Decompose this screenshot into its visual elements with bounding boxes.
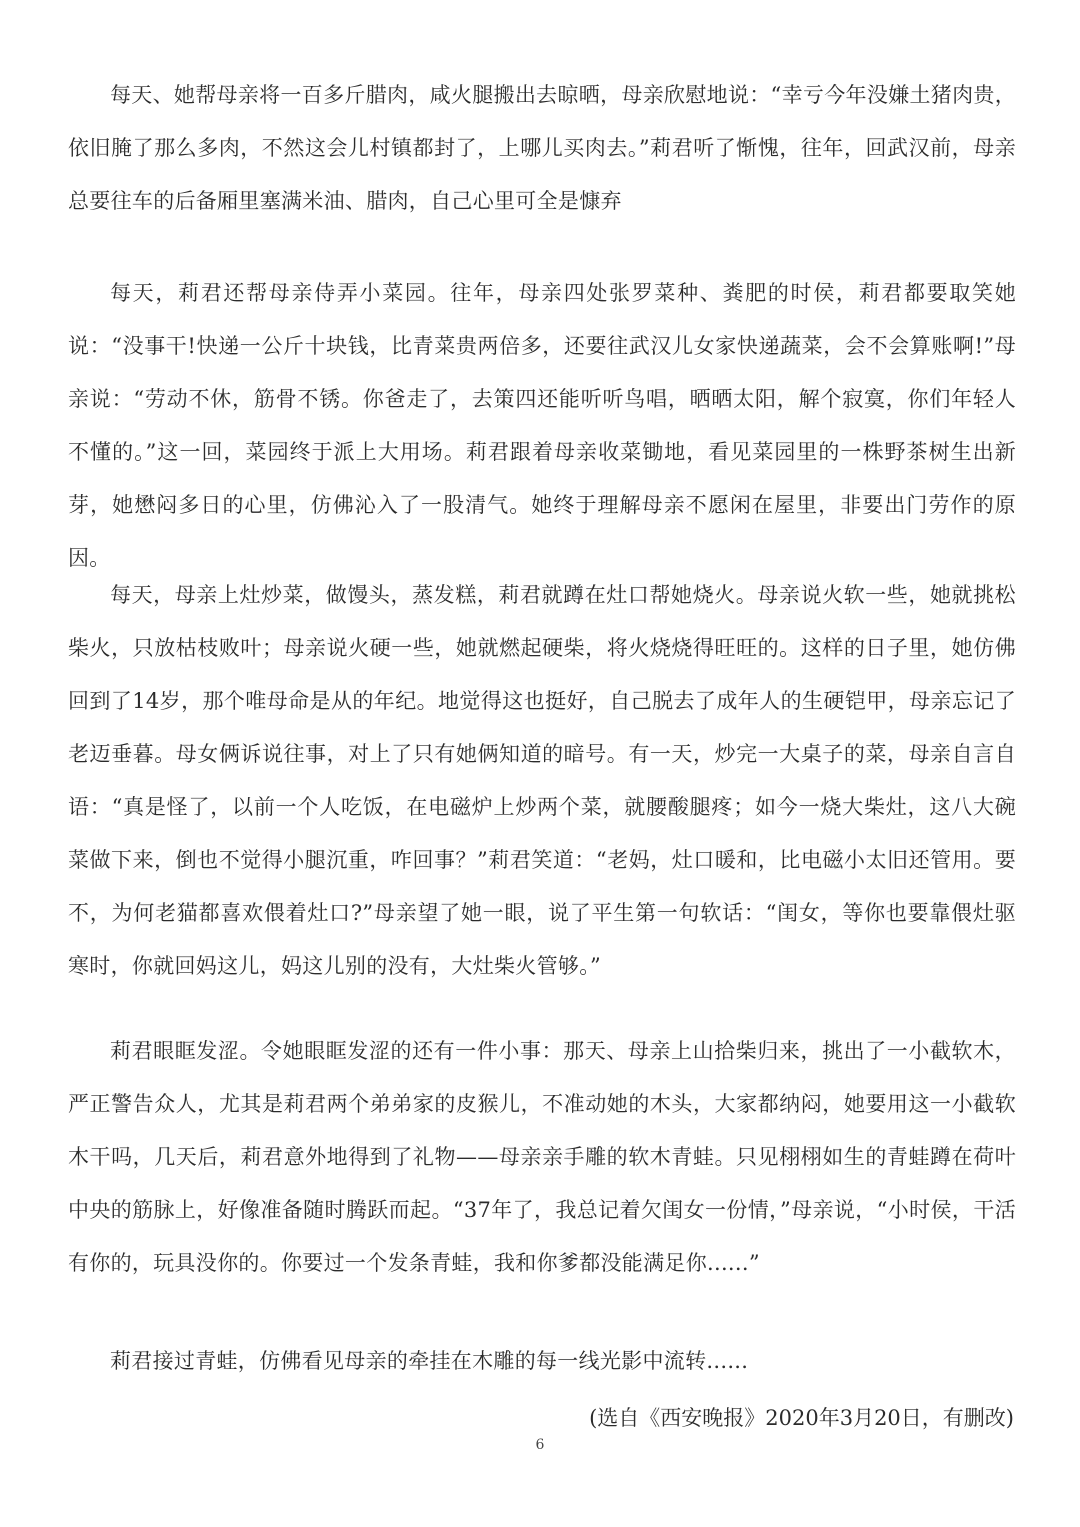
paragraph-4: 莉君眼眶发涩。令她眼眶发涩的还有一件小事：那天、母亲上山拾柴归来，挑出了一小截软木，严正警告众人，尤其是莉君两个弟弟家的皮猴儿，不准动她的木头，大家都纳闷，她要用这一小截软木干吗，几天后，莉君意外地得到了礼物——母亲亲手雕的软木青蛙。只见栩栩如生的青蛙蹲在荷叶中央的筋脉上，好像准备随时腾跃而起。“37年了，我总记着欠闺女一份情，”母亲说，“小时侯，干活有你的，玩具没你的。你要过一个发条青蛙，我和你爹都没能满足你......” [68,1039,1016,1275]
paragraph-5: 莉君接过青蛙，仿佛看见母亲的牵挂在木雕的每一线光影中流转...... [110,1349,749,1373]
paragraph-3: 每天，母亲上灶炒菜，做馒头，蒸发糕，莉君就蹲在灶口帮她烧火。母亲说火软一些，她就挑松柴火，只放枯枝败叶；母亲说火硬一些，她就燃起硬柴，将火烧烧得旺旺的。这样的日子里，她仿佛回到了14岁，那个唯母命是从的年纪。地觉得这也挺好，自己脱去了成年人的生硬铠甲，母亲忘记了老迈垂暮。母女俩诉说往事，对上了只有她俩知道的暗号。有一天，炒完一大桌子的菜，母亲自言自语：“真是怪了，以前一个人吃饭，在电磁炉上炒两个菜，就腰酸腿疼；如今一烧大柴灶，这八大碗菜做下来，倒也不觉得小腿沉重，咋回事？”莉君笑道：“老妈，灶口暖和，比电磁小太旧还管用。要不，为何老猫都喜欢偎着灶口?”母亲望了她一眼，说了平生第一句软话：“闺女，等你也要靠偎灶驱寒时，你就回妈这儿，妈这儿别的没有，大灶柴火管够。” [68,583,1016,978]
paragraph-1: 每天、她帮母亲将一百多斤腊肉，咸火腿搬出去晾晒，母亲欣慰地说：“幸亏今年没嫌土猪肉贵，依旧腌了那么多肉，不然这会儿村镇都封了，上哪儿买肉去。”莉君听了惭愧，往年，回武汉前，母亲总要往车的后备厢里塞满米油、腊肉，自己心里可全是慷弃 [68,83,1016,213]
paragraph-2: 每天，莉君还帮母亲侍弄小菜园。往年，母亲四处张罗菜种、粪肥的时侯，莉君都要取笑她说：“没事干!快递一公斤十块钱，比青菜贵两倍多，还要往武汉儿女家快递蔬菜，会不会算账啊!”母亲说：“劳动不休，筋骨不锈。你爸走了，去策四还能听听鸟唱，晒晒太阳，解个寂寞，你们年轻人不懂的。”这一回，菜园终于派上大用场。莉君跟着母亲收菜锄地，看见菜园里的一株野茶树生出新芽，她懋闷多日的心里，仿佛沁入了一股清气。她终于理解母亲不愿闲在屋里，非要出门劳作的原因。 [68,281,1016,570]
source-citation: (选自《西安晚报》2020年3月20日，有删改) [589,1406,1014,1430]
page-number: 6 [535,1437,545,1453]
